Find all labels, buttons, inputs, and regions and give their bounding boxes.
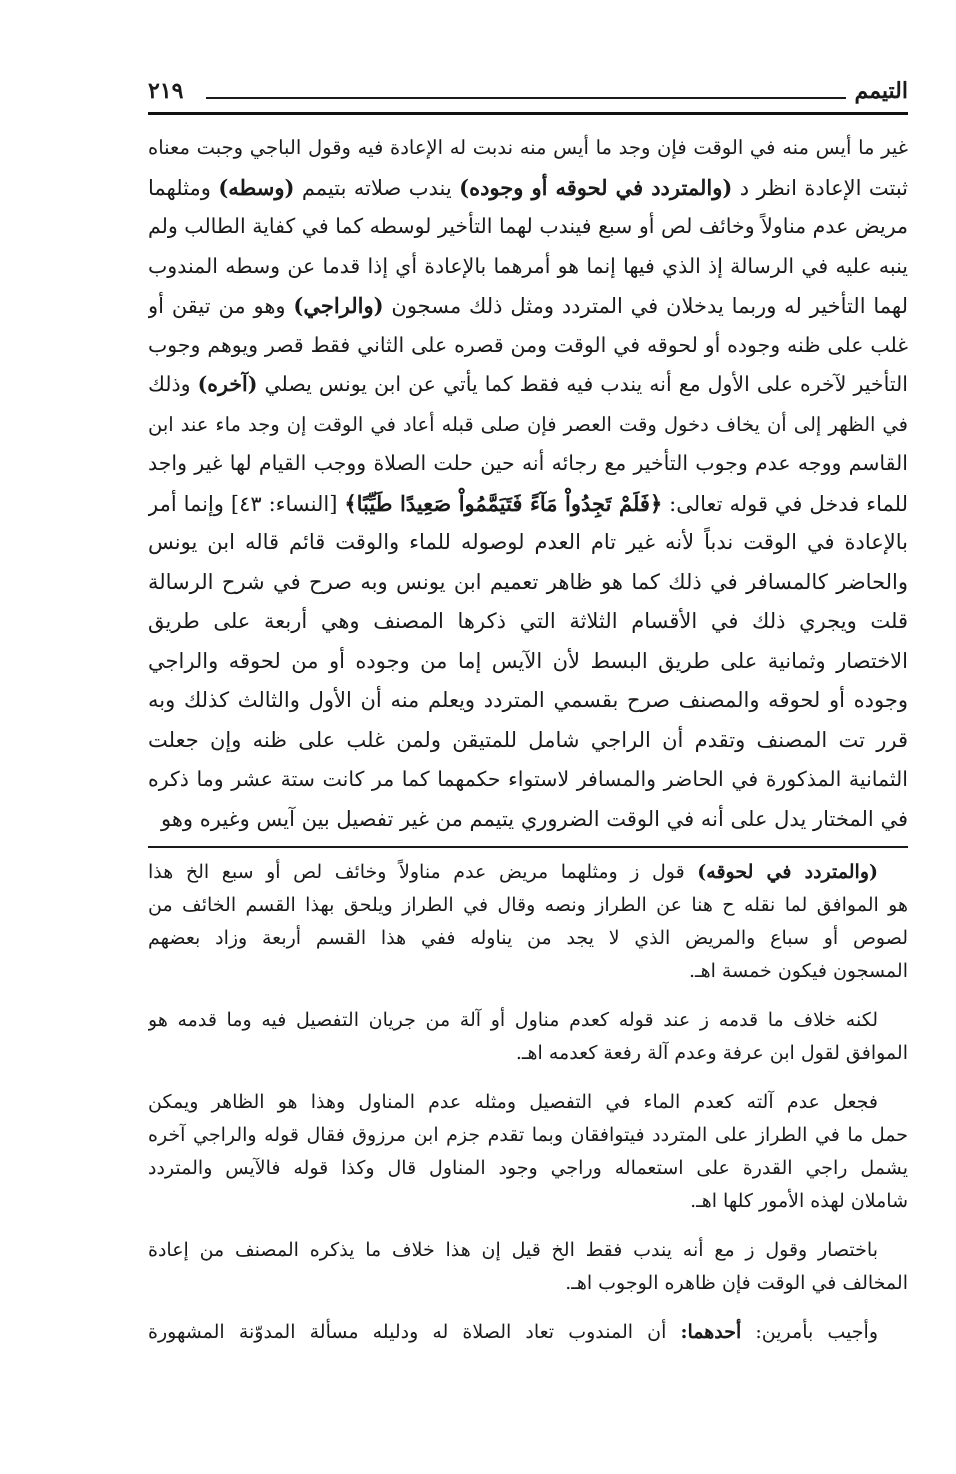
text-line: الثمانية المذكورة في الحاضر والمسافر لاستواء حكمهما كما مر كانت ستة عشر وما ذكره	[148, 767, 908, 791]
bold-term: أحدهما:	[680, 1321, 742, 1343]
text-line: ينبه عليه في الرسالة إذ الذي فيها إنما هو أمرهما بالإعادة أي إذا قدما عن وسطه المندوب	[148, 253, 908, 278]
running-head-rule	[206, 97, 846, 99]
text-line: التأخير لآخره على الأول مع أنه يندب فيه فقط كما يأتي عن ابن يونس يصلي (آخره) وذلك	[148, 372, 908, 396]
text-line: والحاضر كالمسافر في ذلك كما هو ظاهر تعميم ابن يونس وبه صرح في شرح الرسالة	[148, 569, 908, 594]
note-line: لصوص أو سباع والمريض الذي لا يجد من يناوله ففي هذا القسم أربعة وزاد بعضهم	[148, 927, 908, 949]
bold-term: (آخره)	[197, 372, 258, 396]
text-line: قرر تت المصنف وتقدم أن الراجي شامل للمتيقن ولمن غلب على ظنه وإن جعلت	[148, 727, 908, 752]
text-line: الاختصار وثمانية على طريق البسط لأن الآيس إما من وجوده أو من لحوقه والراجي	[148, 648, 908, 673]
note-line: باختصار وقول ز مع أنه يندب فقط الخ قيل إن هذا خلاف ما يذكره المصنف من إعادة	[148, 1239, 878, 1261]
text-line: القاسم ووجه عدم وجوب التأخير مع رجائه أنه حين حلت الصلاة ووجب القيام لها غير واجد	[148, 451, 908, 475]
note-line: شاملان لهذه الأمور كلها اهـ.	[690, 1190, 908, 1212]
text-line: غلب على ظنه وجوده أو لحوقه في الوقت ومن قصره على الثاني فقط قصر ويوهم وجوب	[148, 332, 908, 357]
page-number: ٢١٩	[148, 78, 184, 104]
text-line: بالإعادة في الوقت ندباً لأنه غير تام العدم لوصوله للماء والوقت قائم قاله ابن يونس	[148, 530, 908, 554]
text-line: غير ما أيس منه في الوقت فإن وجد ما أيس منه ندبت له الإعادة فيه وقول الباجي وجبت معناه	[148, 136, 908, 159]
bold-term: (والراجي)	[293, 293, 384, 318]
note-line: يشمل راجي القدرة على استعماله وراجي وجود المناول قال وكذا قوله فالآيس والمتردد	[148, 1157, 908, 1179]
note-line: وأجيب بأمرين: أحدهما: أن المندوب تعاد الصلاة له ودليله مسألة المدوّنة المشهورة	[148, 1321, 878, 1343]
bold-term: (وسطه)	[218, 174, 295, 200]
footnote-separator	[148, 846, 908, 848]
footnotes	[148, 856, 908, 1365]
note-line: المسجون فيكون خمسة اهـ.	[688, 960, 908, 982]
header-rule	[148, 112, 908, 115]
bold-term: (والمتردد في لحوقه أو وجوده)	[459, 174, 733, 200]
running-head	[148, 70, 908, 110]
note-line: (والمتردد في لحوقه) قول ز ومثلهما مريض عدم مناولاً وخائف لص أو سبع الخ هذا	[148, 861, 878, 883]
text-line: لهما التأخير له وربما يدخلان في المتردد ومثل ذلك مسجون (والراجي) وهو من تيقن أو	[148, 293, 908, 318]
note-line: المخالف في الوقت فإن ظاهره الوجوب اهـ.	[565, 1272, 908, 1294]
note-line: هو الموافق لما نقله ح هنا عن الطراز ونصه وقال في الطراز ويلحق بهذا القسم الخائف من	[148, 894, 908, 916]
text-line: ثبتت الإعادة انظر د (والمتردد في لحوقه أو وجوده) يندب صلاته بتيمم (وسطه) ومثلهما	[148, 174, 908, 200]
main-text	[148, 128, 908, 839]
footnote-paragraph	[148, 856, 908, 988]
text-line: في المختار يدل على أنه في الوقت الضروري يتيمم من غير تفصيل بين آيس وغيره وهو	[161, 806, 908, 831]
text-line: مريض عدم مناولاً وخائف لص أو سبع فيندب لهما التأخير لوسطه كما في كفاية الطالب ولم	[148, 214, 908, 238]
footnote-paragraph	[148, 1004, 908, 1070]
footnote-paragraph	[148, 1316, 908, 1349]
note-line: فجعل عدم آلته كعدم الماء في التفصيل ومثله عدم المناول وهذا هو الظاهر ويمكن	[148, 1091, 878, 1113]
text-line: وجوده أو لحوقه والمصنف صرح بقسمي المتردد ويعلم منه أن الأول والثالث كذلك وبه	[148, 688, 908, 712]
bold-term: (والمتردد في لحوقه)	[697, 861, 878, 883]
footnote-paragraph	[148, 1086, 908, 1218]
note-line: الموافق لقول ابن عرفة وعدم آلة رفعة كعدمه اهـ.	[515, 1042, 908, 1064]
text-line: قلت ويجري ذلك في الأقسام الثلاثة التي ذكرها المصنف وهي أربعة على طريق	[148, 609, 908, 633]
quran-verse: ﴿فَلَمْ تَجِدُواْ مَآءً فَتَيَمَّمُواْ صَعِيدًا طَيِّبًا﴾	[344, 490, 663, 516]
text-line: للماء فدخل في قوله تعالى: ﴿فَلَمْ تَجِدُواْ مَآءً فَتَيَمَّمُواْ صَعِيدًا طَيِّبًا﴾ [النساء: ٤٣] وإنما أمر	[148, 490, 908, 516]
note-line: لكنه خلاف ما قدمه ز عند قوله كعدم مناول أو آلة من جريان التفصيل فيه وما قدمه هو	[148, 1009, 878, 1031]
note-line: حمل ما في الطراز على المتردد فيتوافقان وبما تقدم جزم ابن مرزوق فقال قوله والراجي آخره	[148, 1124, 908, 1146]
footnote-paragraph	[148, 1234, 908, 1300]
text-line: في الظهر إلى أن يخاف دخول وقت العصر فإن صلى قبله أعاد في الوقت إن وجد ماء عند ابن	[148, 412, 908, 436]
chapter-title: التيمم	[854, 78, 908, 104]
